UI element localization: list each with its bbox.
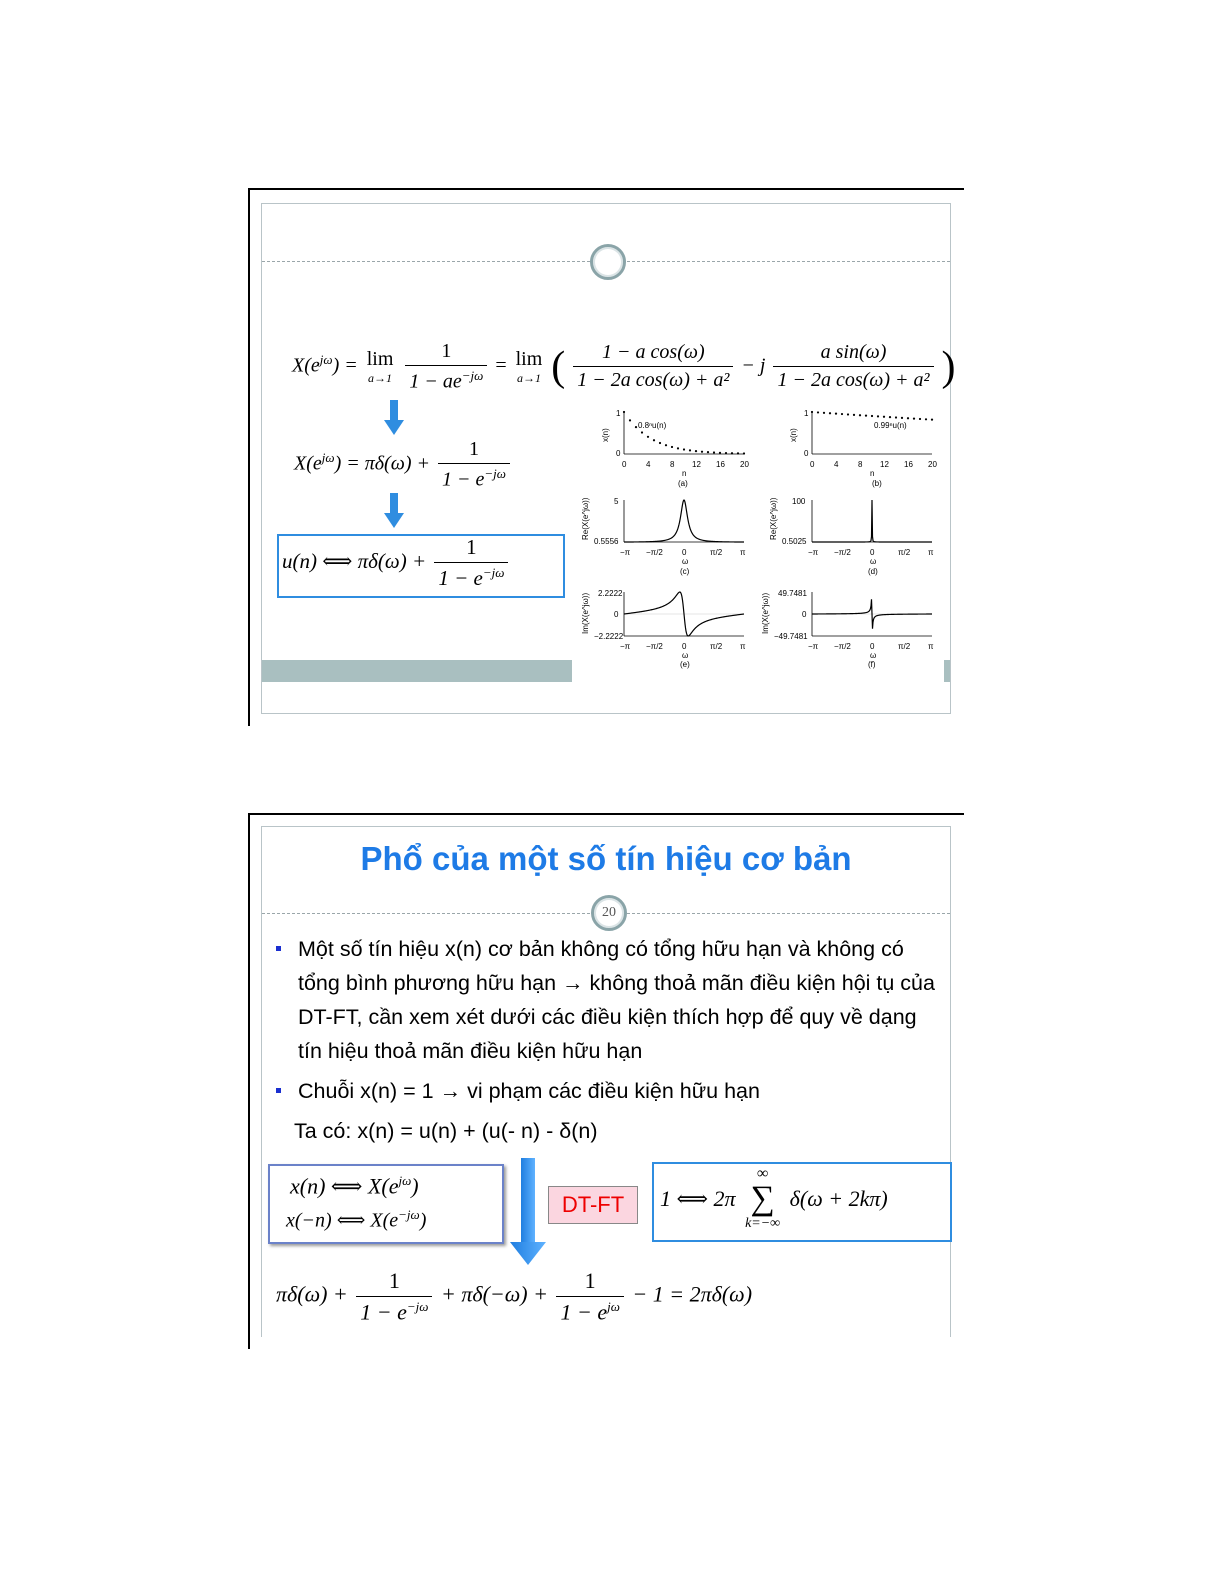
panel-b-ytick: 0 (804, 449, 809, 458)
panel-f-xtick: 0 (870, 642, 875, 651)
sample-point (731, 452, 733, 454)
panel-c-label: (c) (680, 567, 690, 576)
panel-e-xtick: π (740, 642, 746, 651)
sample-point (835, 413, 837, 415)
panel-f (761, 589, 934, 669)
sample-point (889, 416, 891, 418)
sample-point (901, 417, 903, 419)
panel-e-xtick: 0 (682, 642, 687, 651)
panel-f-ytick: 0 (802, 610, 807, 619)
sample-point (665, 444, 667, 446)
panel-b-ylabel: x(n) (789, 428, 798, 442)
panel-e-ylabel: Im(X(e^jω)) (581, 592, 590, 634)
spectrum-curve (812, 599, 932, 628)
panel-b-xtick: 8 (858, 460, 863, 469)
panel-d-ytick: 100 (792, 497, 806, 506)
sample-point (913, 417, 915, 419)
sample-point (683, 448, 685, 450)
sum-formula: 1 ⟺ 2π ∞ ∑ k=−∞ δ(ω + 2kπ) (660, 1165, 888, 1231)
panel-d-ylabel: Re(X(e^jω)) (769, 497, 778, 540)
figure-panels (572, 404, 944, 682)
panel-e-label: (e) (680, 660, 690, 669)
sample-point (919, 418, 921, 420)
spectrum-curve (812, 500, 932, 542)
panel-d-xtick: 0 (870, 548, 875, 557)
panel-e-xlabel: ω (682, 651, 689, 660)
sample-point (841, 413, 843, 415)
panel-f-xtick: −π/2 (834, 642, 851, 651)
panel-a-legend: 0.8ⁿu(n) (638, 421, 667, 430)
panel-a-xtick: 16 (716, 460, 725, 469)
sample-point (931, 419, 933, 421)
down-arrow-icon (384, 400, 404, 436)
panel-e-xtick: −π (620, 642, 631, 651)
sample-point (817, 411, 819, 413)
bullet-list (272, 932, 940, 1148)
panel-c-xlabel: ω (682, 557, 689, 566)
panel-c-xtick: −π (620, 548, 631, 557)
sample-point (659, 442, 661, 444)
panel-f-ytick: 49.7481 (778, 589, 807, 598)
panel-c-ylabel: Re(X(e^jω)) (581, 497, 590, 540)
bullet-item: Chuỗi x(n) = 1 → vi phạm các điều kiện hữu hạn (272, 1074, 940, 1108)
panel-a-ytick: 0 (616, 449, 621, 458)
panel-a-ytick: 1 (616, 409, 621, 418)
sample-point (719, 452, 721, 454)
sample-point (725, 452, 727, 454)
sample-point (737, 452, 739, 454)
panel-b (789, 409, 937, 488)
sample-point (811, 411, 813, 413)
equation-x-ejw: $X(e^{j\omega}) = \pi\delta(\omega)$ + $\frac{1}{1 - e^{-j\omega}}$ (294, 438, 513, 492)
slide-title: Phổ của một số tín hiệu cơ bản (360, 840, 852, 877)
panel-a-xtick: 0 (622, 460, 627, 469)
panel-e-ytick: 0 (614, 610, 619, 619)
panel-a-ylabel: x(n) (601, 428, 610, 442)
sample-point (707, 451, 709, 453)
sample-point (877, 415, 879, 417)
panel-a-xtick: 4 (646, 460, 651, 469)
sample-point (635, 426, 637, 428)
panel-c-ytick: 5 (614, 497, 619, 506)
panel-d (769, 497, 934, 576)
panel-f-xlabel: ω (870, 651, 877, 660)
down-arrow-icon (384, 493, 404, 529)
panel-b-label: (b) (872, 479, 882, 488)
panel-d-xtick: −π/2 (834, 548, 851, 557)
spectrum-curve (624, 500, 744, 542)
panel-b-xtick: 12 (880, 460, 889, 469)
panel-c-xtick: π (740, 548, 746, 557)
dtft-label: DT-FT (548, 1186, 638, 1224)
panel-b-ytick: 1 (804, 409, 809, 418)
header-circle-icon (590, 244, 626, 280)
sample-point (859, 414, 861, 416)
panel-c-ytick: 0.5556 (594, 537, 619, 546)
panel-f-ytick: −49.7481 (774, 632, 808, 641)
down-arrow-icon (510, 1158, 546, 1266)
sample-point (895, 416, 897, 418)
panel-b-xtick: 0 (810, 460, 815, 469)
panel-c-xtick: −π/2 (646, 548, 663, 557)
equation-un-transform: u(n) ⟺ πδ(ω) + $\frac{1}{1 - e^{-j\omega}}$ (282, 535, 511, 591)
panel-e-xtick: π/2 (710, 642, 723, 651)
sample-point (629, 419, 631, 421)
panel-f-label: (f) (868, 660, 876, 669)
bullet-item: Một số tín hiệu x(n) cơ bản không có tổng hữu hạn và không có tổng bình phương hữu hạn → không thoả mãn điều kiện hội tụ của DT-FT, cần xem xét dưới các điều kiện thích hợp để quy về dạng tín hiệu thoả mãn điều kiện hữu hạn (272, 932, 940, 1068)
panel-a-xtick: 12 (692, 460, 701, 469)
sample-point (907, 417, 909, 419)
sample-point (743, 452, 745, 454)
panel-e-ytick: −2.2222 (594, 632, 624, 641)
panel-a-label: (a) (678, 479, 688, 488)
sample-point (689, 449, 691, 451)
page-number: 20 (591, 895, 627, 931)
panel-b-xtick: 4 (834, 460, 839, 469)
sample-point (641, 431, 643, 433)
panel-b-legend: 0.99ⁿu(n) (874, 421, 907, 430)
note-text: Ta có: x(n) = u(n) + (u(- n) - δ(n) (294, 1119, 598, 1143)
panel-b-xlabel: n (870, 469, 875, 478)
panel-d-xlabel: ω (870, 557, 877, 566)
panels-svg (572, 404, 944, 682)
panel-d-xtick: −π (808, 548, 819, 557)
sample-point (925, 418, 927, 420)
panel-b-xtick: 16 (904, 460, 913, 469)
sample-point (695, 450, 697, 452)
sample-point (847, 413, 849, 415)
panel-c-xtick: π/2 (710, 548, 723, 557)
sample-point (829, 412, 831, 414)
panel-a (601, 409, 749, 488)
panel-d-ytick: 0.5025 (782, 537, 807, 546)
pair-x-minus-n: x(−n) ⟺ $X(e^{-j\omega})$ (286, 1207, 427, 1232)
panel-a-xtick: 20 (740, 460, 749, 469)
sample-point (701, 451, 703, 453)
sample-point (671, 446, 673, 448)
panel-d-xtick: π/2 (898, 548, 911, 557)
sample-point (865, 415, 867, 417)
sample-point (677, 447, 679, 449)
panel-e (581, 589, 746, 669)
panel-e-xtick: −π/2 (646, 642, 663, 651)
panel-f-xtick: π/2 (898, 642, 911, 651)
sample-point (883, 416, 885, 418)
sample-point (871, 415, 873, 417)
sample-point (853, 414, 855, 416)
sample-point (823, 412, 825, 414)
panel-d-xtick: π (928, 548, 934, 557)
panel-a-xlabel: n (682, 469, 687, 478)
final-equation: πδ(ω) + $\frac{1}{1 - e^{-j\omega}}$ + πδ(−ω) + $\frac{1}{1 - e^{j\omega}}$ − 1 = 2πδ(ω) (276, 1268, 753, 1325)
pair-x-n: x(n) ⟺ $X(e^{j\omega})$ (290, 1173, 419, 1199)
panel-b-xtick: 20 (928, 460, 937, 469)
panel-c-xtick: 0 (682, 548, 687, 557)
sample-point (653, 439, 655, 441)
panel-e-ytick: 2.2222 (598, 589, 623, 598)
panel-f-xtick: −π (808, 642, 819, 651)
equation-limit: $X(e^{j\omega}) = \lim$ a→1 $\frac{1}{1 - ae^{-j\omega}}$ = lim a→1 ( $\frac{\text{1 − a cos(ω)}}{\text{1 − 2a cos(ω) + a²}}$ − j $\frac{\text{a sin(ω)}}{\text{1 − 2a cos(ω) + a²}}$ ) (292, 340, 956, 393)
sample-point (623, 411, 625, 413)
sample-point (713, 451, 715, 453)
panel-f-ylabel: Im(X(e^jω)) (761, 592, 770, 634)
panel-a-xtick: 8 (670, 460, 675, 469)
panel-c (581, 497, 746, 576)
panel-f-xtick: π (928, 642, 934, 651)
panel-d-label: (d) (868, 567, 878, 576)
sample-point (647, 436, 649, 438)
